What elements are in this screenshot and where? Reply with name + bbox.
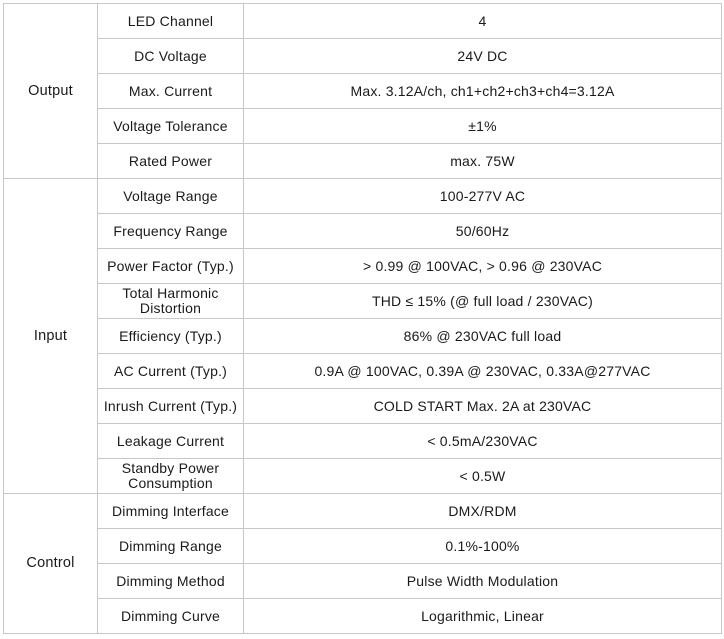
- spec-row-frequency-range: [4, 214, 722, 249]
- spec-row-voltage-range: [4, 179, 722, 214]
- param-value: > 0.99 @ 100VAC, > 0.96 @ 230VAC: [244, 249, 722, 284]
- param-value: Logarithmic, Linear: [244, 599, 722, 634]
- param-label: Dimming Interface: [98, 494, 244, 529]
- spec-row-led-channel: [4, 4, 722, 39]
- spec-row-dimming-range: [4, 529, 722, 564]
- spec-row-inrush-current-typ: [4, 389, 722, 424]
- param-label: Standby Power Consumption: [98, 459, 244, 494]
- param-label: Dimming Range: [98, 529, 244, 564]
- param-value: < 0.5mA/230VAC: [244, 424, 722, 459]
- spec-row-rated-power: [4, 144, 722, 179]
- param-label: Dimming Method: [98, 564, 244, 599]
- param-value: 4: [244, 4, 722, 39]
- spec-table: [3, 3, 722, 634]
- spec-row-leakage-current: [4, 424, 722, 459]
- param-value: COLD START Max. 2A at 230VAC: [244, 389, 722, 424]
- param-label: Voltage Tolerance: [98, 109, 244, 144]
- spec-row-dimming-method: [4, 564, 722, 599]
- param-value: < 0.5W: [244, 459, 722, 494]
- param-value: Max. 3.12A/ch, ch1+ch2+ch3+ch4=3.12A: [244, 74, 722, 109]
- spec-row-power-factor-typ: [4, 249, 722, 284]
- spec-row-standby-power-consumption: [4, 459, 722, 494]
- param-label: Total Harmonic Distortion: [98, 284, 244, 319]
- param-label: Rated Power: [98, 144, 244, 179]
- param-label: DC Voltage: [98, 39, 244, 74]
- param-value: 100-277V AC: [244, 179, 722, 214]
- param-value: ±1%: [244, 109, 722, 144]
- spec-row-total-harmonic-distortion: [4, 284, 722, 319]
- param-label: AC Current (Typ.): [98, 354, 244, 389]
- param-value: Pulse Width Modulation: [244, 564, 722, 599]
- section-label-input: Input: [4, 179, 98, 494]
- param-label: Leakage Current: [98, 424, 244, 459]
- param-value: DMX/RDM: [244, 494, 722, 529]
- param-value: THD ≤ 15% (@ full load / 230VAC): [244, 284, 722, 319]
- param-label: LED Channel: [98, 4, 244, 39]
- spec-row-ac-current-typ: [4, 354, 722, 389]
- spec-row-dimming-interface: [4, 494, 722, 529]
- param-value: 50/60Hz: [244, 214, 722, 249]
- param-label: Inrush Current (Typ.): [98, 389, 244, 424]
- param-value: 0.9A @ 100VAC, 0.39A @ 230VAC, 0.33A@277VAC: [244, 354, 722, 389]
- param-value: 86% @ 230VAC full load: [244, 319, 722, 354]
- spec-row-efficiency-typ: [4, 319, 722, 354]
- spec-row-dimming-curve: [4, 599, 722, 634]
- param-label: Max. Current: [98, 74, 244, 109]
- spec-row-max-current: [4, 74, 722, 109]
- param-value: 24V DC: [244, 39, 722, 74]
- param-label: Efficiency (Typ.): [98, 319, 244, 354]
- param-label: Frequency Range: [98, 214, 244, 249]
- param-label: Power Factor (Typ.): [98, 249, 244, 284]
- section-label-control: Control: [4, 494, 98, 634]
- param-value: 0.1%-100%: [244, 529, 722, 564]
- param-value: max. 75W: [244, 144, 722, 179]
- section-label-output: Output: [4, 4, 98, 179]
- spec-row-dc-voltage: [4, 39, 722, 74]
- spec-row-voltage-tolerance: [4, 109, 722, 144]
- param-label: Dimming Curve: [98, 599, 244, 634]
- param-label: Voltage Range: [98, 179, 244, 214]
